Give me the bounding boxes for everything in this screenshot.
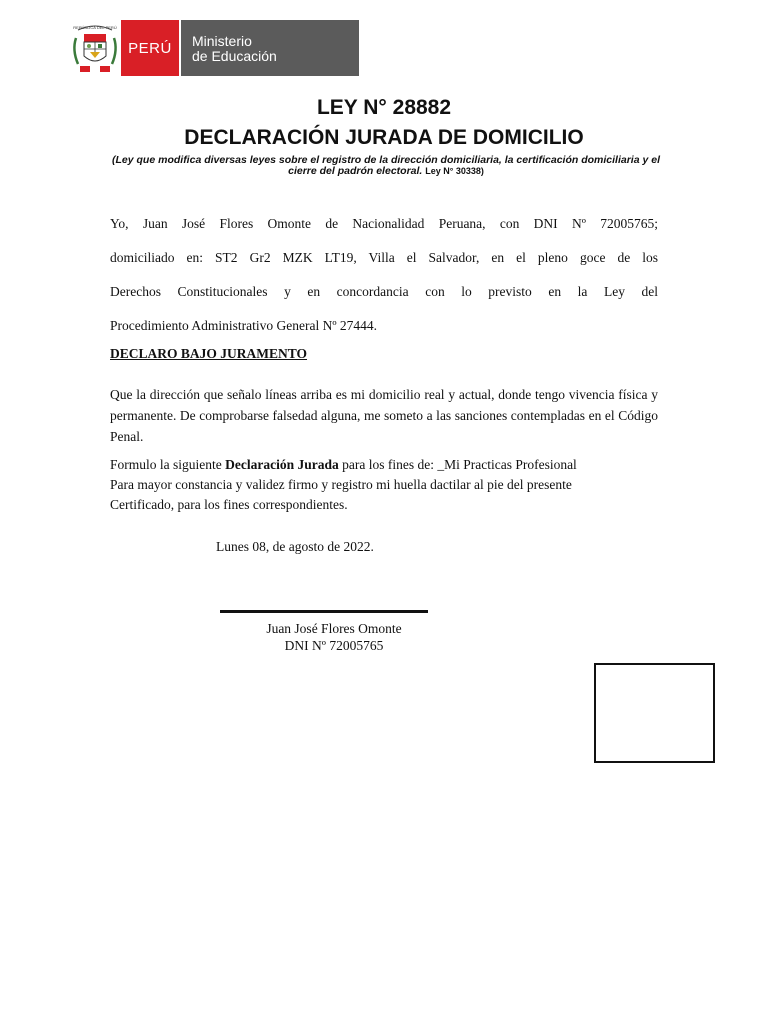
signer-dni: DNI Nº 72005765 [284, 638, 384, 653]
para3-post: para los fines de: _Mi Practicas Profesional [338, 457, 577, 472]
purpose-paragraph [110, 455, 658, 515]
document-title: DECLARACIÓN JURADA DE DOMICILIO [184, 126, 584, 149]
ministry-header [70, 20, 359, 76]
law-title: LEY N° 28882 [316, 96, 452, 119]
para1-line-4: Procedimiento Administrativo General Nº 27444. [110, 318, 378, 333]
para3-pre: Formulo la siguiente [110, 457, 226, 472]
para1-line-1: Yo, Juan José Flores Omonte de Nacionalidad Peruana, con DNI Nº 72005765; [110, 216, 658, 231]
para3-line-3: Certificado, para los fines correspondientes. [110, 497, 348, 512]
document-subtitle [105, 155, 667, 177]
subtitle-text: (Ley que modifica diversas leyes sobre el registro de la dirección domiciliaria, la certificación domiciliaria y el cierre del padrón electoral. [112, 154, 660, 177]
signature-block [220, 620, 448, 654]
ministry-line-2: de Educación [192, 48, 277, 64]
para3-bold: Declaración Jurada [225, 457, 339, 472]
seal-text: REPÚBLICA DEL PERÚ [73, 25, 117, 30]
fingerprint-box [594, 663, 715, 763]
ministry-label [179, 20, 359, 76]
para1-line-3: Derechos Constitucionales y en concordancia con lo previsto en la Ley del [110, 284, 658, 299]
declarant-paragraph [110, 207, 658, 343]
subtitle-law: Ley N° 30338) [425, 166, 484, 176]
para1-line-2: domiciliado en: ST2 Gr2 MZK LT19, Villa el Salvador, en el pleno goce de los [110, 250, 658, 265]
signature-line [220, 610, 428, 613]
document-date: Lunes 08, de agosto de 2022. [216, 539, 374, 554]
ministry-line-1: Ministerio [192, 33, 252, 49]
para3-line-2: Para mayor constancia y validez firmo y registro mi huella dactilar al pie del presente [110, 477, 572, 492]
coat-of-arms-icon [70, 20, 120, 76]
address-statement: Que la dirección que señalo líneas arriba es mi domicilio real y actual, donde tengo vivencia física y permanente. De comprobarse falsedad alguna, me someto a las sanciones contempladas en el Código Penal. [110, 387, 658, 444]
declaration-heading: DECLARO BAJO JURAMENTO [110, 346, 308, 361]
peru-label: PERÚ [121, 20, 179, 76]
signer-name: Juan José Flores Omonte [266, 621, 402, 636]
para3-line-1 [110, 455, 658, 475]
